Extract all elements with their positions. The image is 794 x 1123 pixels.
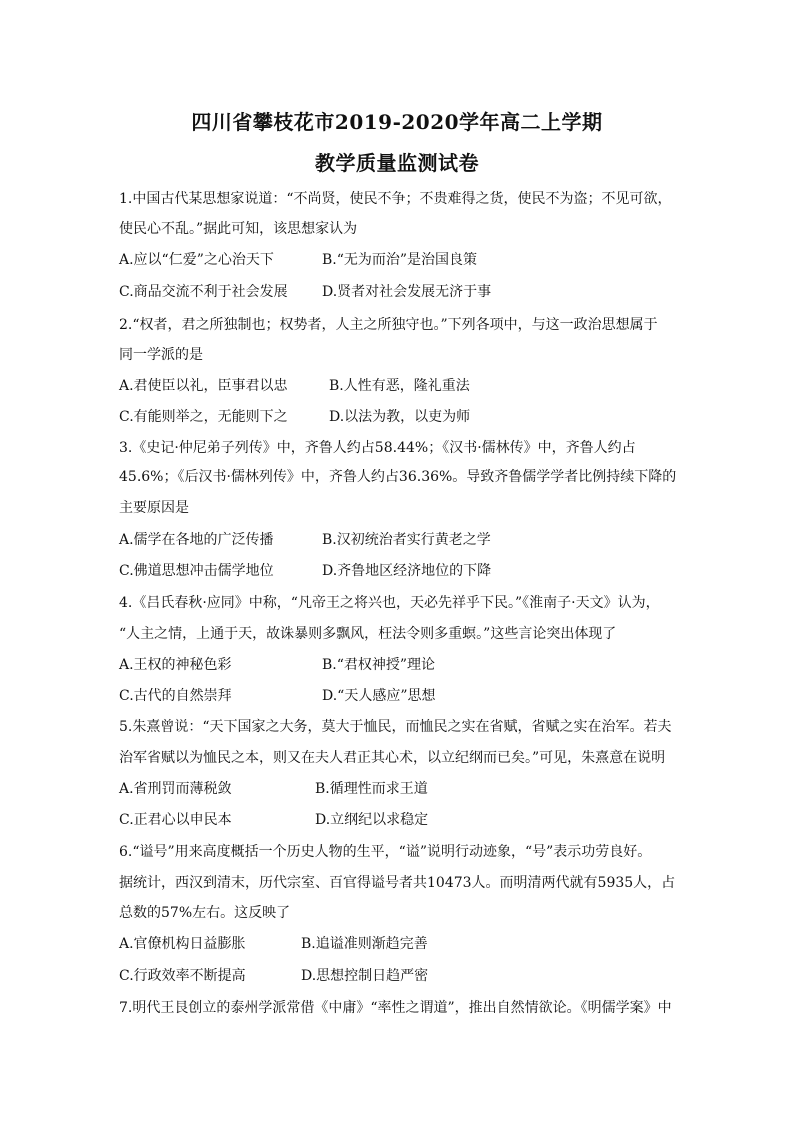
exam-title: 四川省攀枝花市2019-2020学年高二上学期	[191, 110, 603, 134]
q4-option-d: D.“天人感应”思想	[322, 688, 436, 704]
q3-option-a: A.儒学在各地的广泛传播	[119, 532, 274, 548]
q6-option-c: C.行政效率不断提高	[119, 968, 246, 984]
q2-stem-line-1: 2.“权者，君之所独制也；权势者，人主之所独守也。”下列各项中，与这一政治思想属于	[119, 317, 658, 333]
exam-subtitle: 教学质量监测试卷	[315, 151, 479, 175]
q2-option-c: C.有能则举之，无能则下之	[119, 409, 288, 425]
q7-stem-line-1: 7.明代王艮创立的泰州学派常借《中庸》“率性之谓道”，推出自然情欲论。《明儒学案》中	[119, 1000, 672, 1016]
q3-option-d: D.齐鲁地区经济地位的下降	[322, 563, 492, 579]
q5-stem-line-1: 5.朱熹曾说：“天下国家之大务，莫大于恤民，而恤民之实在省赋，省赋之实在治军。若夫	[119, 719, 672, 735]
q1-option-b: B.“无为而治”是治国良策	[322, 252, 478, 268]
q2-option-d: D.以法为教，以吏为师	[329, 409, 471, 425]
q1-option-d: D.贤者对社会发展无济于事	[322, 284, 492, 300]
q6-stem-line-1: 6.“谥号”用来高度概括一个历史人物的生平，“谥”说明行动迹象，“号”表示功劳良好。	[119, 844, 652, 860]
q1-stem-line-2: 使民心不乱。”据此可知，该思想家认为	[119, 221, 358, 237]
q5-option-c: C.正君心以申民本	[119, 812, 232, 828]
q4-option-b: B.“君权神授”理论	[322, 657, 436, 673]
q4-stem-line-1: 4.《吕氏春秋·应同》中称，“凡帝王之将兴也，天必先祥乎下民。”《淮南子·天文》认为，	[119, 595, 660, 611]
q4-option-c: C.古代的自然崇拜	[119, 688, 232, 704]
q6-option-b: B.追谥准则渐趋完善	[301, 936, 428, 952]
q1-stem-line-1: 1.中国古代某思想家说道：“不尚贤，使民不争；不贵难得之货，使民不为盗；不见可欲，	[119, 191, 672, 207]
q6-stem-line-2: 据统计，西汉到清末，历代宗室、百官得谥号者共10473人。而明清两代就有5935人，占	[119, 875, 676, 891]
q5-option-b: B.循理性而求王道	[315, 781, 428, 797]
q6-option-d: D.思想控制日趋严密	[301, 968, 429, 984]
q1-option-c: C.商品交流不利于社会发展	[119, 284, 288, 300]
q3-option-b: B.汉初统治者实行黄老之学	[322, 532, 491, 548]
q6-option-a: A.官僚机构日益膨胀	[119, 936, 246, 952]
q5-option-a: A.省刑罚而薄税敛	[119, 781, 232, 797]
q2-stem-line-2: 同一学派的是	[119, 347, 203, 363]
q3-stem-line-1: 3.《史记·仲尼弟子列传》中，齐鲁人约占58.44%；《汉书·儒林传》中，齐鲁人约占	[119, 440, 636, 456]
q6-stem-line-3: 总数的57%左右。这反映了	[119, 905, 291, 921]
q1-option-a: A.应以“仁爱”之心治天下	[119, 252, 274, 268]
q5-option-d: D.立纲纪以求稳定	[315, 812, 429, 828]
q3-option-c: C.佛道思想冲击儒学地位	[119, 563, 274, 579]
q2-option-a: A.君使臣以礼，臣事君以忠	[119, 378, 288, 394]
q3-stem-line-3: 主要原因是	[119, 500, 189, 516]
q4-stem-line-2: “人主之情，上通于天，故诛暴则多飘风，枉法令则多重螟。”这些言论突出体现了	[119, 626, 617, 642]
q4-option-a: A.王权的神秘色彩	[119, 657, 232, 673]
q3-stem-line-2: 45.6%；《后汉书·儒林列传》中，齐鲁人约占36.36%。导致齐鲁儒学学者比例持续下降的	[119, 469, 677, 485]
q2-option-b: B.人性有恶，隆礼重法	[329, 378, 470, 394]
q5-stem-line-2: 治军省赋以为恤民之本，则又在夫人君正其心术，以立纪纲而已矣。”可见，朱熹意在说明	[119, 750, 666, 766]
